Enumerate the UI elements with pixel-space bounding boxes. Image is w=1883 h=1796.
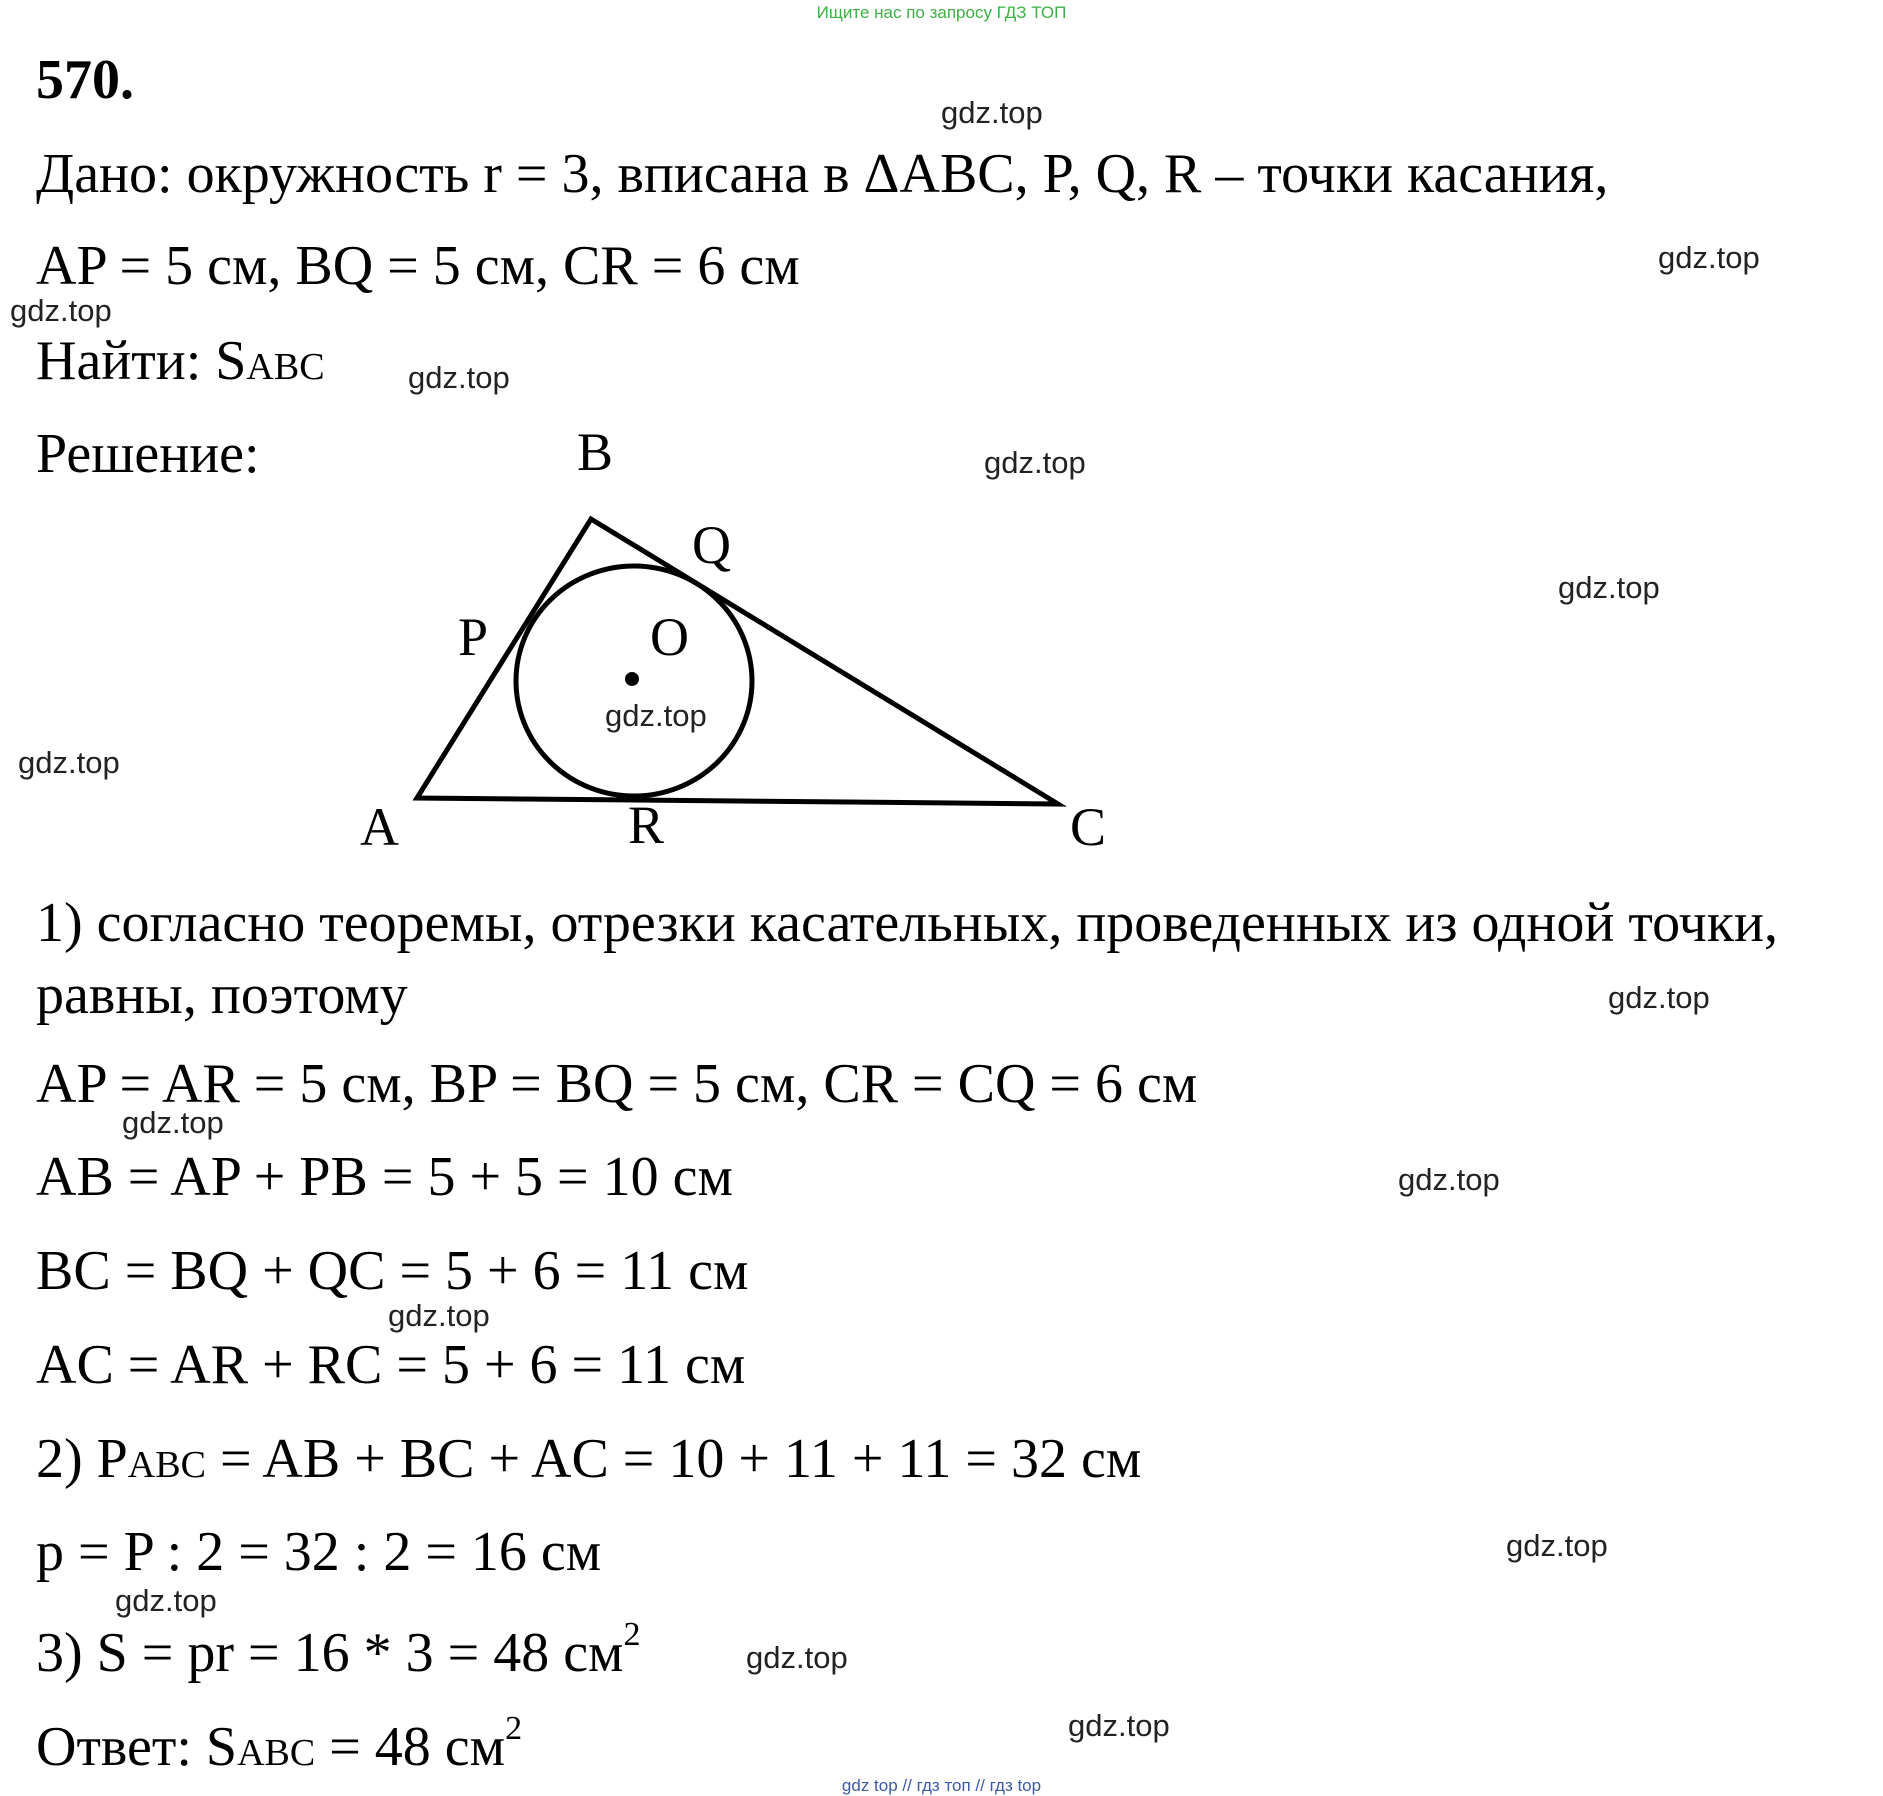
label-c: C bbox=[1070, 797, 1107, 857]
triangle-abc bbox=[417, 519, 1058, 804]
step-1-line-b: равны, поэтому bbox=[36, 964, 408, 1026]
label-b: B bbox=[577, 422, 614, 482]
answer-subscript: ABC bbox=[237, 1732, 316, 1774]
watermark: gdz.top bbox=[122, 1105, 224, 1140]
step-2-subscript: ABC bbox=[127, 1444, 206, 1486]
watermark: gdz.top bbox=[984, 445, 1086, 480]
watermark: gdz.top bbox=[115, 1583, 217, 1618]
watermark: gdz.top bbox=[746, 1640, 848, 1675]
find-prefix: Найти: S bbox=[36, 330, 247, 392]
center-point-o bbox=[625, 672, 639, 686]
find-line bbox=[36, 330, 325, 392]
watermark: gdz.top bbox=[388, 1298, 490, 1333]
watermark: gdz.top bbox=[1608, 980, 1710, 1015]
step-2-prefix: 2) P bbox=[36, 1428, 128, 1490]
watermark: gdz.top bbox=[1506, 1528, 1608, 1563]
top-banner: Ищите нас по запросу ГДЗ ТОП bbox=[816, 3, 1067, 22]
answer-prefix: Ответ: S bbox=[36, 1716, 238, 1778]
step-2-semiperimeter: p = P : 2 = 32 : 2 = 16 см bbox=[36, 1521, 602, 1583]
step-1-tangents: AP = AR = 5 см, BP = BQ = 5 см, CR = CQ = 6 см bbox=[36, 1053, 1198, 1115]
step-1-ab: AB = AP + PB = 5 + 5 = 10 см bbox=[36, 1146, 733, 1208]
step-3-superscript: 2 bbox=[623, 1616, 641, 1653]
step-3-text: 3) S = pr = 16 * 3 = 48 см bbox=[36, 1622, 624, 1684]
label-p: P bbox=[458, 607, 489, 667]
label-q: Q bbox=[692, 515, 731, 575]
watermark: gdz.top bbox=[1658, 240, 1760, 275]
label-o: O bbox=[650, 607, 689, 667]
label-r: R bbox=[628, 795, 665, 855]
step-2-rest: = AB + BC + AC = 10 + 11 + 11 = 32 см bbox=[205, 1428, 1142, 1490]
answer-line bbox=[36, 1710, 523, 1778]
solution-label: Решение: bbox=[36, 423, 260, 485]
answer-superscript: 2 bbox=[505, 1710, 523, 1747]
watermark: gdz.top bbox=[1398, 1162, 1500, 1197]
label-a: A bbox=[360, 797, 399, 857]
step-1-bc: BC = BQ + QC = 5 + 6 = 11 см bbox=[36, 1240, 749, 1302]
watermark: gdz.top bbox=[941, 95, 1043, 130]
watermark: gdz.top bbox=[1558, 570, 1660, 605]
step-1-ac: AC = AR + RC = 5 + 6 = 11 см bbox=[36, 1334, 746, 1396]
given-line-1: Дано: окружность r = 3, вписана в ΔABC, P, Q, R – точки касания, bbox=[36, 143, 1609, 205]
step-2-perimeter bbox=[36, 1428, 1142, 1490]
watermark: gdz.top bbox=[10, 293, 112, 328]
find-subscript: ABC bbox=[246, 346, 325, 388]
step-3-area bbox=[36, 1616, 641, 1684]
problem-number: 570. bbox=[36, 49, 134, 111]
step-1-line-a: 1) согласно теоремы, отрезки касательных, проведенных из одной точки, bbox=[36, 892, 1778, 954]
watermark: gdz.top bbox=[605, 698, 707, 733]
given-line-2: AP = 5 см, BQ = 5 см, CR = 6 см bbox=[36, 235, 800, 297]
watermark: gdz.top bbox=[18, 745, 120, 780]
watermark: gdz.top bbox=[408, 360, 510, 395]
watermark: gdz.top bbox=[1068, 1708, 1170, 1743]
footer-links: gdz top // гдз топ // гдз top bbox=[841, 1776, 1042, 1795]
incircle bbox=[516, 566, 752, 796]
answer-rest: = 48 см bbox=[315, 1716, 506, 1778]
